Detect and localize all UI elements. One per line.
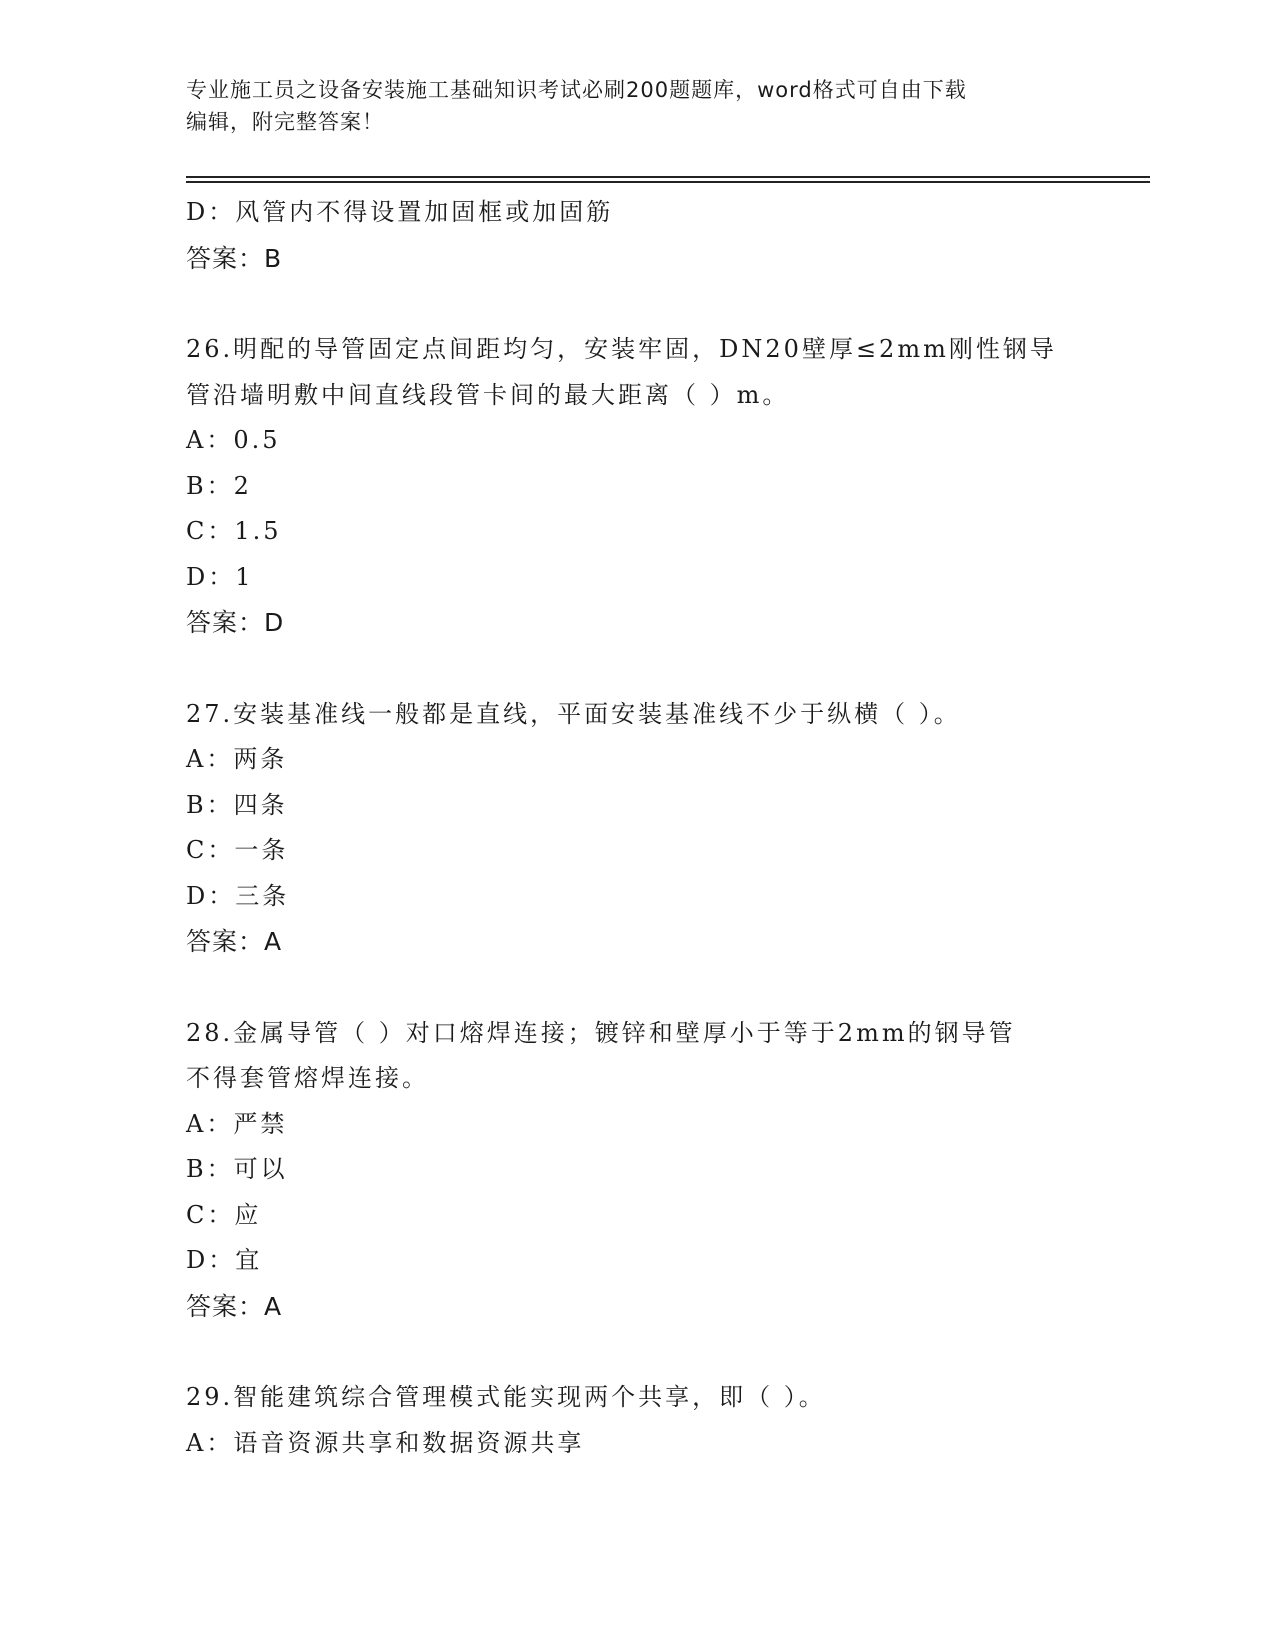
question-stem-line-1: 29.智能建筑综合管理模式能实现两个共享，即（ ）。 [186,1383,826,1411]
option-a: A：语音资源共享和数据资源共享 [186,1428,585,1457]
option-d: D：1 [186,562,254,591]
header-title-line-1: 专业施工员之设备安装施工基础知识考试必刷200题题库，word格式可自由下载 [186,78,967,102]
question-stem-line-1: 28.金属导管（ ）对口熔焊连接；镀锌和壁厚小于等于2mm的钢导管 [186,1018,1016,1047]
option-b: B：可以 [186,1155,288,1183]
question-stem-line-2: 不得套管熔焊连接。 [186,1064,429,1092]
option-a: A：两条 [186,745,288,773]
document-header [186,74,1066,138]
option-a: A：严禁 [186,1109,288,1138]
spacer [186,965,1086,1011]
option-c: C：一条 [186,836,289,864]
option-a: A：0.5 [186,426,281,454]
answer-line: 答案：B [186,243,283,273]
option-c: C：应 [186,1200,262,1229]
header-divider-top [186,176,1150,178]
question-28 [186,1011,1086,1330]
question-25-tail [186,190,1086,281]
option-c: C：1.5 [186,517,282,545]
question-stem-line-1: 26.明配的导管固定点间距均匀，安装牢固，DN20壁厚≤2mm刚性钢导 [186,335,1057,363]
question-27 [186,692,1086,965]
option-b: B：四条 [186,790,288,819]
header-title-line-2: 编辑，附完整答案！ [186,110,384,134]
question-stem-line-1: 27.安装基准线一般都是直线，平面安装基准线不少于纵横（ ）。 [186,699,961,728]
answer-line: 答案：A [186,927,283,956]
spacer [186,1329,1086,1375]
document-body [186,190,1086,1466]
option-b: B：2 [186,471,252,500]
answer-line: 答案：A [186,1291,283,1321]
option-d: D：宜 [186,1246,263,1274]
spacer [186,281,1086,327]
question-stem-line-2: 管沿墙明敷中间直线段管卡间的最大距离（ ）m。 [186,380,790,409]
question-29 [186,1375,1086,1466]
option-d: D：三条 [186,881,290,910]
spacer [186,646,1086,692]
question-26 [186,327,1086,646]
option-d: D：风管内不得设置加固框或加固筋 [186,198,614,226]
answer-line: 答案：D [186,608,285,637]
header-divider-bottom [186,181,1150,183]
